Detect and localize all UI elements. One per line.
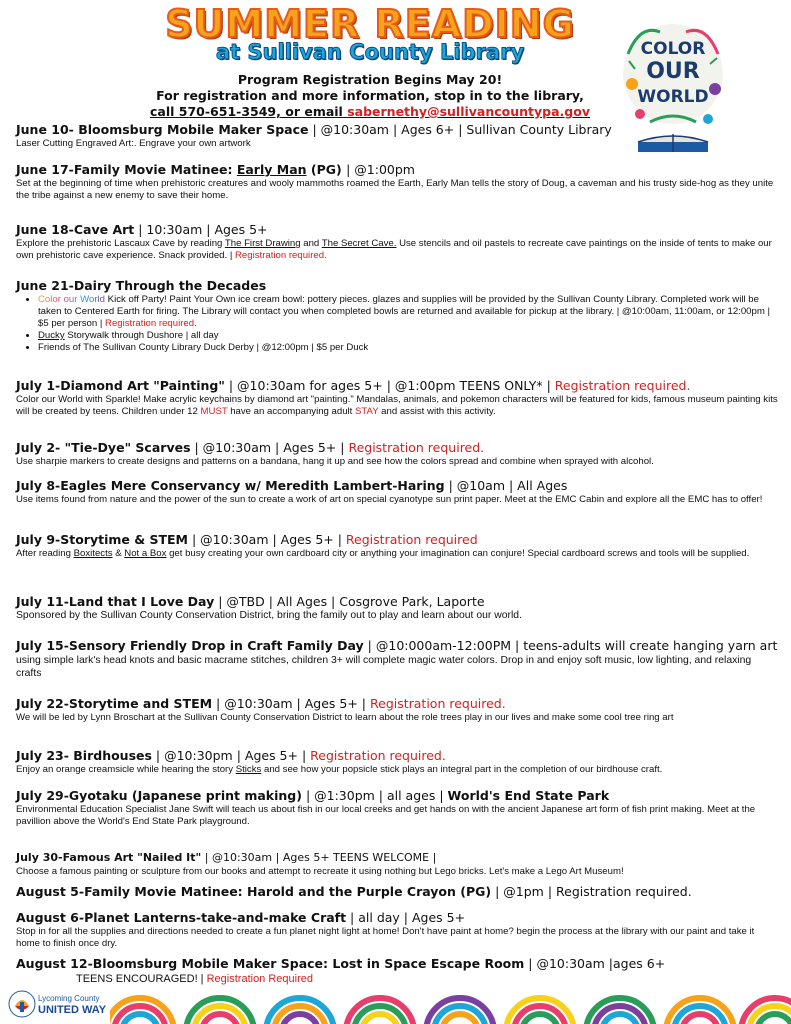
color-our-world-logo — [620, 14, 726, 174]
event-details: | @10:30am for ages 5+ | @1:00pm TEENS ONLY* | — [224, 378, 555, 393]
event-title: July 11-Land that I Love Day — [16, 594, 215, 609]
event-details: | @10:30am | Ages 5+ | — [212, 696, 370, 711]
event-description: Stop in for all the supplies and directions needed to create a fun planet night light at home! Don't have paint at home? begin the process at the library with our paint and take it home to finish once dry. — [16, 926, 755, 949]
event-description: Use sharpie markers to create designs and patterns on a bandana, hang it up and see how the colors spread and combine when sprayed with alcohol. — [16, 456, 654, 467]
logo-text-world: WORLD — [637, 87, 709, 107]
event-title: July 30-Famous Art "Nailed It" — [16, 851, 202, 864]
event-item — [16, 696, 778, 724]
desc-part: Use stencils and oil pastels to recreate cave paintings on the inside of tents to make our own prehistoric cave experience. Snack provided. | — [16, 238, 772, 261]
event-description — [16, 764, 778, 776]
logo-text-our: OUR — [646, 59, 700, 84]
event-details: | all day | Ages 5+ — [346, 910, 466, 925]
event-item — [16, 594, 778, 622]
event-details: | @10:30am | Ages 5+ | — [187, 532, 346, 547]
event-description — [16, 394, 778, 418]
event-title: June 21-Dairy Through the Decades — [16, 278, 267, 293]
event-details: | @10:30am |ages 6+ — [524, 956, 666, 971]
event-title: August 6-Planet Lanterns-take-and-make Craft — [16, 910, 347, 925]
event-item — [16, 162, 778, 202]
event-description: Use items found from nature and the power of the sun to create a work of art on special cyanotype sun print paper. Meet at the EMC Cabin and explore all the EMC has to offer! — [16, 494, 763, 505]
event-description — [16, 548, 778, 560]
registration-required: Registration required. — [370, 696, 506, 711]
page-subtitle: at Sullivan County Library — [215, 40, 525, 64]
event-title: August 12-Bloomsburg Mobile Maker Space: Lost in Space Escape Room — [16, 956, 525, 971]
logo-text-color: COLOR — [640, 39, 706, 59]
desc-part: have an accompanying adult — [227, 406, 356, 417]
registration-line-3 — [150, 104, 590, 119]
event-title: July 2- "Tie-Dye" Scarves — [16, 440, 191, 455]
book-title: The First Drawing — [224, 238, 301, 249]
event-bullets — [16, 294, 778, 354]
registration-required: Registration required. — [554, 378, 691, 393]
registration-line-1: Program Registration Begins May 20! — [237, 72, 503, 87]
event-item — [16, 122, 778, 150]
event-description — [16, 972, 778, 986]
event-details: | @10:30am | Ages 6+ | Sullivan County Library — [308, 122, 612, 137]
event-details: | @10:30pm | Ages 5+ | — [151, 748, 311, 763]
event-title: July 8-Eagles Mere Conservancy w/ Meredith Lambert-Haring — [16, 478, 445, 493]
event-item — [16, 478, 778, 506]
book-title: Sticks — [235, 764, 262, 775]
book-title: The Secret Cave. — [321, 238, 397, 249]
bullet-item — [38, 330, 778, 342]
event-description: Laser Cutting Engraved Art:. Engrave your own artwork — [16, 138, 251, 149]
event-title: July 15-Sensory Friendly Drop in Craft Family Day — [16, 638, 364, 653]
event-item — [16, 222, 778, 262]
page-title: SUMMER READING — [165, 2, 575, 46]
event-item — [16, 850, 778, 878]
event-title: July 9-Storytime & STEM — [16, 532, 188, 547]
registration-required: Registration Required — [206, 973, 313, 985]
desc-part: and see how your popsicle stick plays an integral part in the completion of our birdhouse craft. — [261, 764, 663, 775]
event-title: August 5-Family Movie Matinee: Harold and the Purple Crayon (PG) — [16, 884, 492, 899]
event-description: Set at the beginning of time when prehistoric creatures and wooly mammoths roamed the Earth, Early Man tells the story of Doug, a caveman and his trusty side-hog as they unite the tribe against a new enemy to save their home. — [16, 178, 774, 201]
desc-part: get busy creating your own cardboard city or anything your imagination can conjure! Special cardboard screws and tools will be supplied. — [166, 548, 750, 559]
event-title: July 29-Gyotaku (Japanese print making) — [16, 788, 302, 803]
registration-required: Registration required. — [348, 440, 485, 455]
event-description: Environmental Education Specialist Jane Swift will teach us about fish in our local creeks and get hands on with the ancient Japanese art form of fish print making. Meet at the pavillion above the World's End State Park playground. — [16, 804, 756, 827]
desc-part: and — [300, 238, 322, 249]
bullet-text: Ducky — [38, 330, 65, 341]
event-details: | 10:30am | Ages 5+ — [134, 222, 268, 237]
bullet-item — [38, 294, 778, 330]
movie-rating: (PG) — [306, 162, 347, 177]
event-item — [16, 532, 778, 560]
event-item — [16, 788, 778, 828]
event-item — [16, 910, 778, 950]
desc-part: Explore the prehistoric Lascaux Cave by reading — [16, 238, 225, 249]
event-description: We will be led by Lynn Broschart at the Sullivan County Conservation District to learn about the role trees play in our lives and make some cool tree ring art — [16, 712, 674, 723]
contact-phone: call 570-651-3549, or email — [150, 104, 348, 119]
event-details: | @10:30am | Ages 5+ TEENS WELCOME | — [201, 851, 437, 864]
bullet-item — [38, 342, 778, 354]
rainbow-border-decoration — [110, 992, 791, 1024]
registration-required: Registration required. — [235, 250, 327, 261]
movie-title: Early Man — [236, 162, 307, 177]
registration-required: Registration required. — [310, 748, 446, 763]
event-item — [16, 638, 778, 680]
united-way-hand-icon — [8, 990, 36, 1018]
event-item — [16, 278, 778, 354]
book-title: Not a Box — [124, 548, 167, 559]
event-details: | @1:00pm — [346, 162, 415, 177]
event-item — [16, 956, 778, 986]
event-title: June 10- Bloomsburg Mobile Maker Space — [16, 122, 309, 137]
desc-emphasis: STAY — [355, 406, 379, 417]
event-description — [16, 238, 778, 262]
event-item — [16, 378, 778, 418]
event-title: June 18-Cave Art — [16, 222, 135, 237]
event-details: | @1:30pm | all ages | — [301, 788, 448, 803]
desc-part: and assist with this activity. — [378, 406, 496, 417]
contact-email-link[interactable]: sabernethy@sullivancountypa.gov — [347, 104, 590, 119]
event-details: | @10:30am | Ages 5+ | — [190, 440, 349, 455]
book-title: Boxitects — [73, 548, 113, 559]
event-description: Choose a famous painting or sculpture from our books and attempt to recreate it using nothing but Lego bricks. Let's make a Lego Art Museum! — [16, 866, 624, 877]
event-details: | @10am | All Ages — [444, 478, 568, 493]
united-way-org-line1: Lycoming County — [38, 994, 100, 1003]
desc-part: Enjoy an orange creamsicle while hearing the story — [16, 764, 236, 775]
event-description: Sponsored by the Sullivan County Conservation District, bring the family out to play and learn about our world. — [16, 610, 522, 621]
registration-required: Registration required — [345, 532, 478, 547]
event-details: | @10:000am-12:00PM | teens-adults will create hanging yarn art — [363, 638, 778, 653]
registration-required: Registration required. — [105, 318, 197, 329]
registration-line-2: For registration and more information, stop in to the library, — [156, 88, 584, 103]
united-way-org-line2: UNITED WAY — [38, 1004, 107, 1016]
event-title: July 22-Storytime and STEM — [16, 696, 213, 711]
event-details: | @1pm | Registration required. — [491, 884, 692, 899]
bullet-text: Kick off Party! Paint Your Own ice cream bowl: pottery pieces. glazes and supplies will be provided by the Sullivan County Library. Completed work will be taken to Centered Earth for firing. The Library will contact you when completed bowls are returned and available for pickup at the library. | @10:00am, 11:00am, or 12:00pm | $5 per person | — [38, 294, 770, 329]
event-item — [16, 440, 778, 468]
desc-part: Color our World with Sparkle! Make acrylic keychains by diamond art "painting." Mandalas, animals, and pokemon characters will be featured for kids, famous museum painting kits will be created by teens. Children under 12 — [16, 394, 778, 417]
color-our-world-text: Color our World — [38, 294, 106, 305]
desc-emphasis: MUST — [200, 406, 228, 417]
event-details: | @TBD | All Ages | Cosgrove Park, Laporte — [214, 594, 485, 609]
event-description: using simple lark's head knots and basic macrame stitches, children 3+ will complete magic water colors. Drop in and enjoy soft music, low lighting, and relaxing crafts — [16, 655, 752, 679]
desc-part: TEENS ENCOURAGED! | — [76, 973, 207, 985]
event-title: June 17-Family Movie Matinee: — [16, 162, 237, 177]
desc-part: After reading — [16, 548, 74, 559]
desc-part: & — [112, 548, 125, 559]
event-item — [16, 748, 778, 776]
event-title: July 1-Diamond Art "Painting" — [16, 378, 225, 393]
event-location: World's End State Park — [447, 788, 610, 803]
bullet-text: Storywalk through Dushore | all day — [64, 330, 219, 341]
event-title: July 23- Birdhouses — [16, 748, 152, 763]
bullet-text: Friends of The Sullivan County Library Duck Derby | @12:00pm | $5 per Duck — [38, 342, 369, 353]
event-item — [16, 884, 778, 900]
